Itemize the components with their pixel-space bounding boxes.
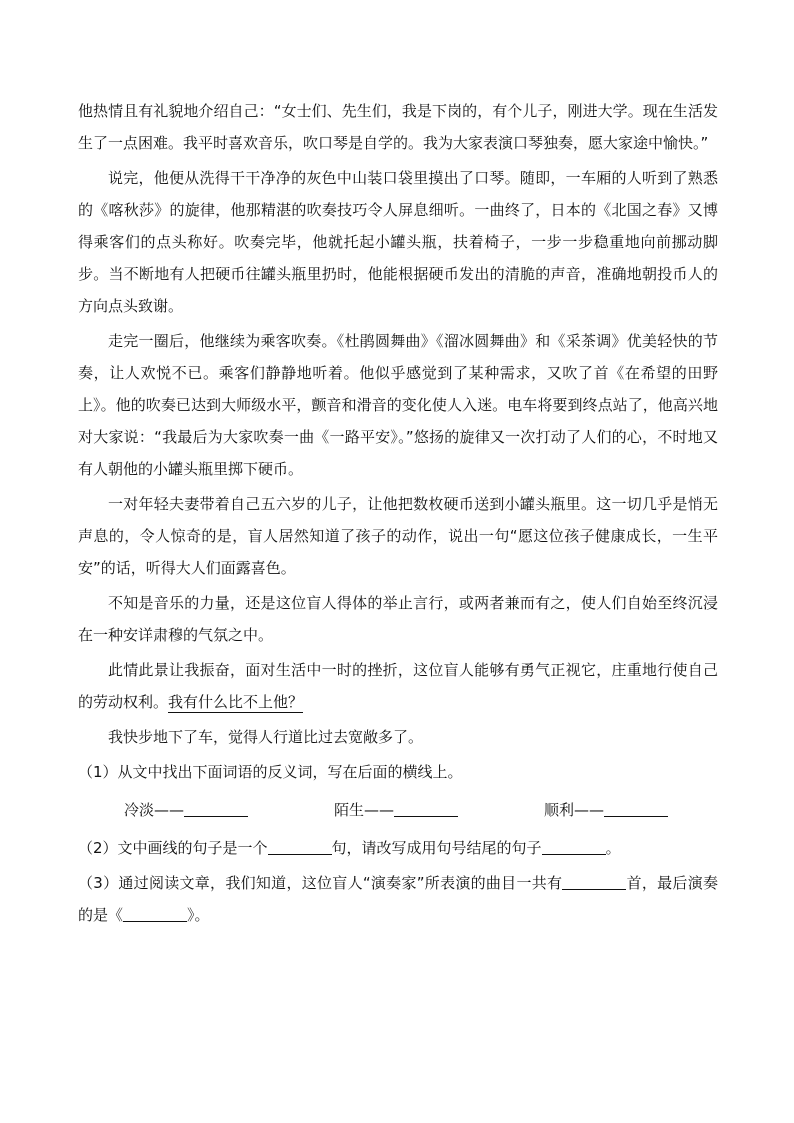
q1-word-3: 顺利—— — [543, 801, 604, 819]
answer-blank[interactable] — [123, 903, 187, 922]
question-1-answers — [78, 794, 718, 826]
paragraph-4: 一对年轻夫妻带着自己五六岁的儿子，让他把数枚硬币送到小罐头瓶里。这一切几乎是悄无声息的，令人惊奇的是，盲人居然知道了孩子的动作，说出一句“愿这位孩子健康成长，一生平安”的话，听得大人们面露喜色。 — [78, 495, 718, 577]
paragraph-5: 不知是音乐的力量，还是这位盲人得体的举止言行，或两者兼而有之，使人们自始至终沉浸在一种安详肃穆的气氛之中。 — [78, 594, 718, 644]
q3-text-3: 》。 — [187, 906, 210, 924]
paragraph-3: 走完一圈后，他继续为乘客吹奏。《杜鹃圆舞曲》《溜冰圆舞曲》和《采茶调》优美轻快的节奏，让人欢悦不已。乘客们静静地听着。他似乎感觉到了某种需求，又吹了首《在希望的田野上》。他的吹奏已达到大师级水平，颤音和滑音的变化使人入迷。电车将要到终点站了，他高兴地对大家说：“我最后为大家吹奏一曲《一路平安》。”悠扬的旋律又一次打动了人们的心，不时地又有人朝他的小罐头瓶里掷下硬币。 — [78, 332, 718, 478]
answer-blank[interactable] — [604, 798, 668, 817]
q2-text-2: 句，请改写成用句号结尾的句子 — [331, 839, 542, 857]
q1-word-2: 陌生—— — [333, 801, 394, 819]
paragraph-7: 我快步地下了车，觉得人行道比过去宽敞多了。 — [108, 728, 424, 746]
q2-text-1: （2）文中画线的句子是一个 — [78, 839, 268, 857]
question-3 — [78, 867, 718, 931]
paragraph-1: 他热情且有礼貌地介绍自己：“女士们、先生们，我是下岗的，有个儿子，刚进大学。现在生活发生了一点困难。我平时喜欢音乐，吹口琴是自学的。我为大家表演口琴独奏，愿大家途中愉快。” — [78, 102, 718, 152]
q3-text-1: （3）通过阅读文章，我们知道，这位盲人“演奏家”所表演的曲目一共有 — [78, 874, 563, 892]
q1-word-1: 冷淡—— — [124, 801, 185, 819]
q3-text-2: 首，最后演奏的是《 — [78, 874, 718, 924]
q1-item-3 — [544, 794, 668, 826]
answer-blank[interactable] — [562, 871, 626, 890]
paragraph-2: 说完，他便从洗得干干净净的灰色中山装口袋里摸出了口琴。随即，一车厢的人听到了熟悉的《喀秋莎》的旋律，他那精湛的吹奏技巧令人屏息细听。一曲终了，日本的《北国之春》又博得乘客们的点头称好。吹奏完毕，他就托起小罐头瓶，扶着椅子，一步一步稳重地向前挪动脚步。当不断地有人把硬币往罐头瓶里扔时，他能根据硬币发出的清脆的声音，准确地朝投币人的方向点头致谢。 — [78, 169, 718, 315]
paragraph-6 — [78, 654, 718, 718]
paragraph-6-main: 此情此景让我振奋，面对生活中一时的挫折，这位盲人能够有勇气正视它，庄重地行使自己的劳动权利。 — [78, 661, 718, 711]
answer-blank[interactable] — [394, 798, 458, 817]
underlined-sentence: 我有什么比不上他？ — [168, 693, 304, 711]
answer-blank[interactable] — [184, 798, 248, 817]
answer-blank[interactable] — [542, 836, 606, 855]
question-1: （1）从文中找出下面词语的反义词，写在后面的横线上。 — [78, 763, 463, 781]
q1-item-1 — [124, 794, 248, 826]
answer-blank[interactable] — [268, 836, 332, 855]
q2-text-3: 。 — [605, 839, 621, 857]
q1-item-2 — [334, 794, 458, 826]
question-2 — [78, 832, 718, 864]
document-page — [78, 95, 718, 934]
